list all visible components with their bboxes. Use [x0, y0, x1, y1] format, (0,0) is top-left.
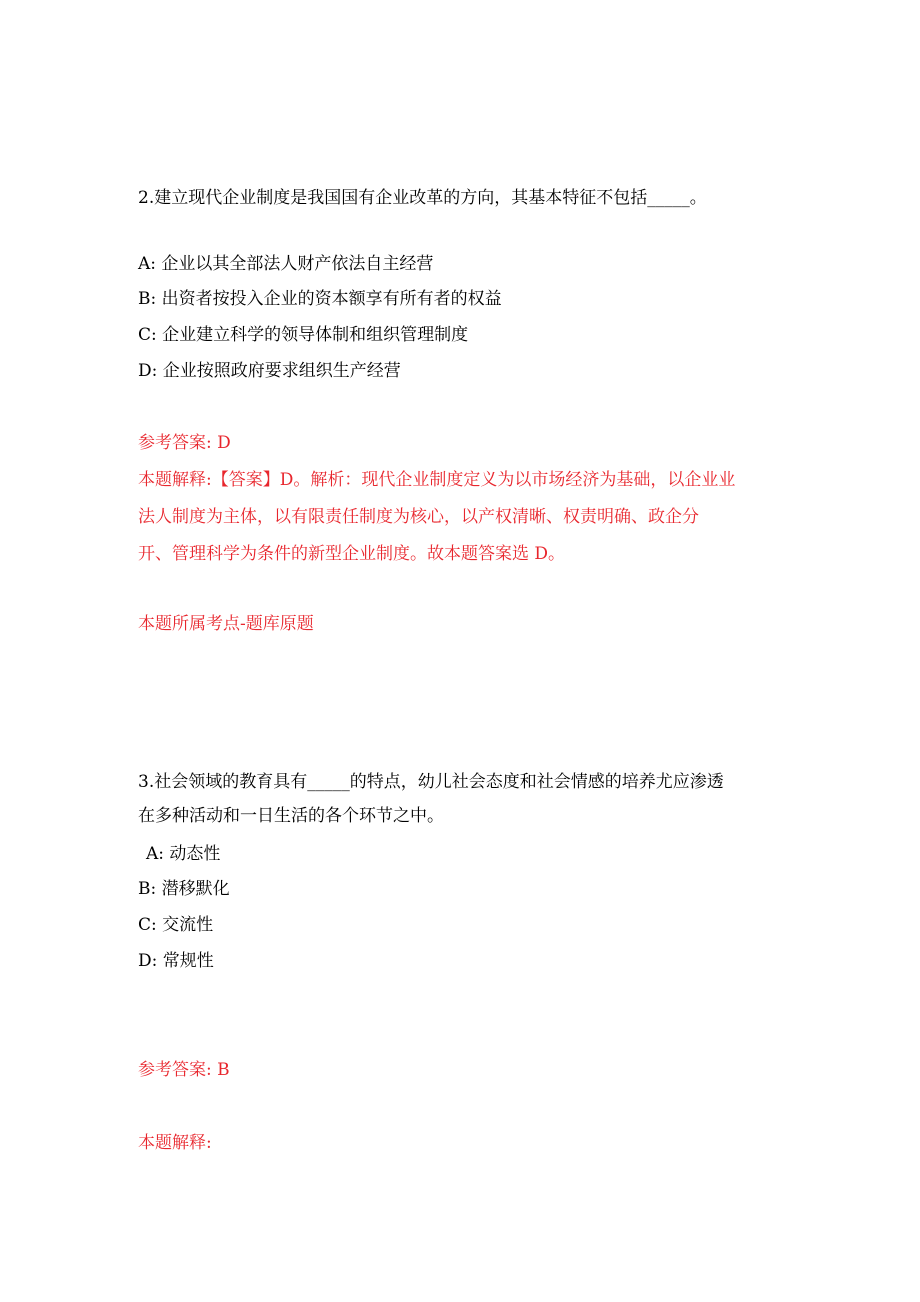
- question-2-explanation-line-2: 法人制度为主体，以有限责任制度为核心，以产权清晰、权责明确、政企分: [138, 507, 699, 527]
- question-2-answer: 参考答案: D: [138, 433, 231, 453]
- question-2-option-a: A: 企业以其全部法人财产依法自主经营: [138, 254, 434, 274]
- question-3-explanation-label: 本题解释:: [138, 1133, 212, 1153]
- question-3-stem-line-2: 在多种活动和一日生活的各个环节之中。: [138, 806, 444, 826]
- question-3-option-b: B: 潜移默化: [138, 879, 230, 899]
- question-3-option-c: C: 交流性: [138, 915, 214, 935]
- question-2-option-c: C: 企业建立科学的领导体制和组织管理制度: [138, 325, 469, 345]
- question-3-stem-line-1: 3.社会领域的教育具有_____的特点，幼儿社会态度和社会情感的培养尤应渗透: [138, 772, 724, 792]
- question-2-explanation-line-1: 本题解释:【答案】D。解析：现代企业制度定义为以市场经济为基础，以企业业: [138, 470, 736, 490]
- question-3-option-a: A: 动态性: [146, 844, 221, 864]
- question-2-option-b: B: 出资者按投入企业的资本额享有所有者的权益: [138, 289, 502, 309]
- question-2-explanation-line-3: 开、管理科学为条件的新型企业制度。故本题答案选 D。: [138, 544, 566, 564]
- question-2-topic: 本题所属考点-题库原题: [138, 614, 314, 634]
- question-2-option-d: D: 企业按照政府要求组织生产经营: [138, 361, 401, 381]
- question-3-answer: 参考答案: B: [138, 1060, 230, 1080]
- question-3-option-d: D: 常规性: [138, 951, 214, 971]
- question-2-stem: 2.建立现代企业制度是我国国有企业改革的方向，其基本特征不包括_____。: [138, 188, 707, 208]
